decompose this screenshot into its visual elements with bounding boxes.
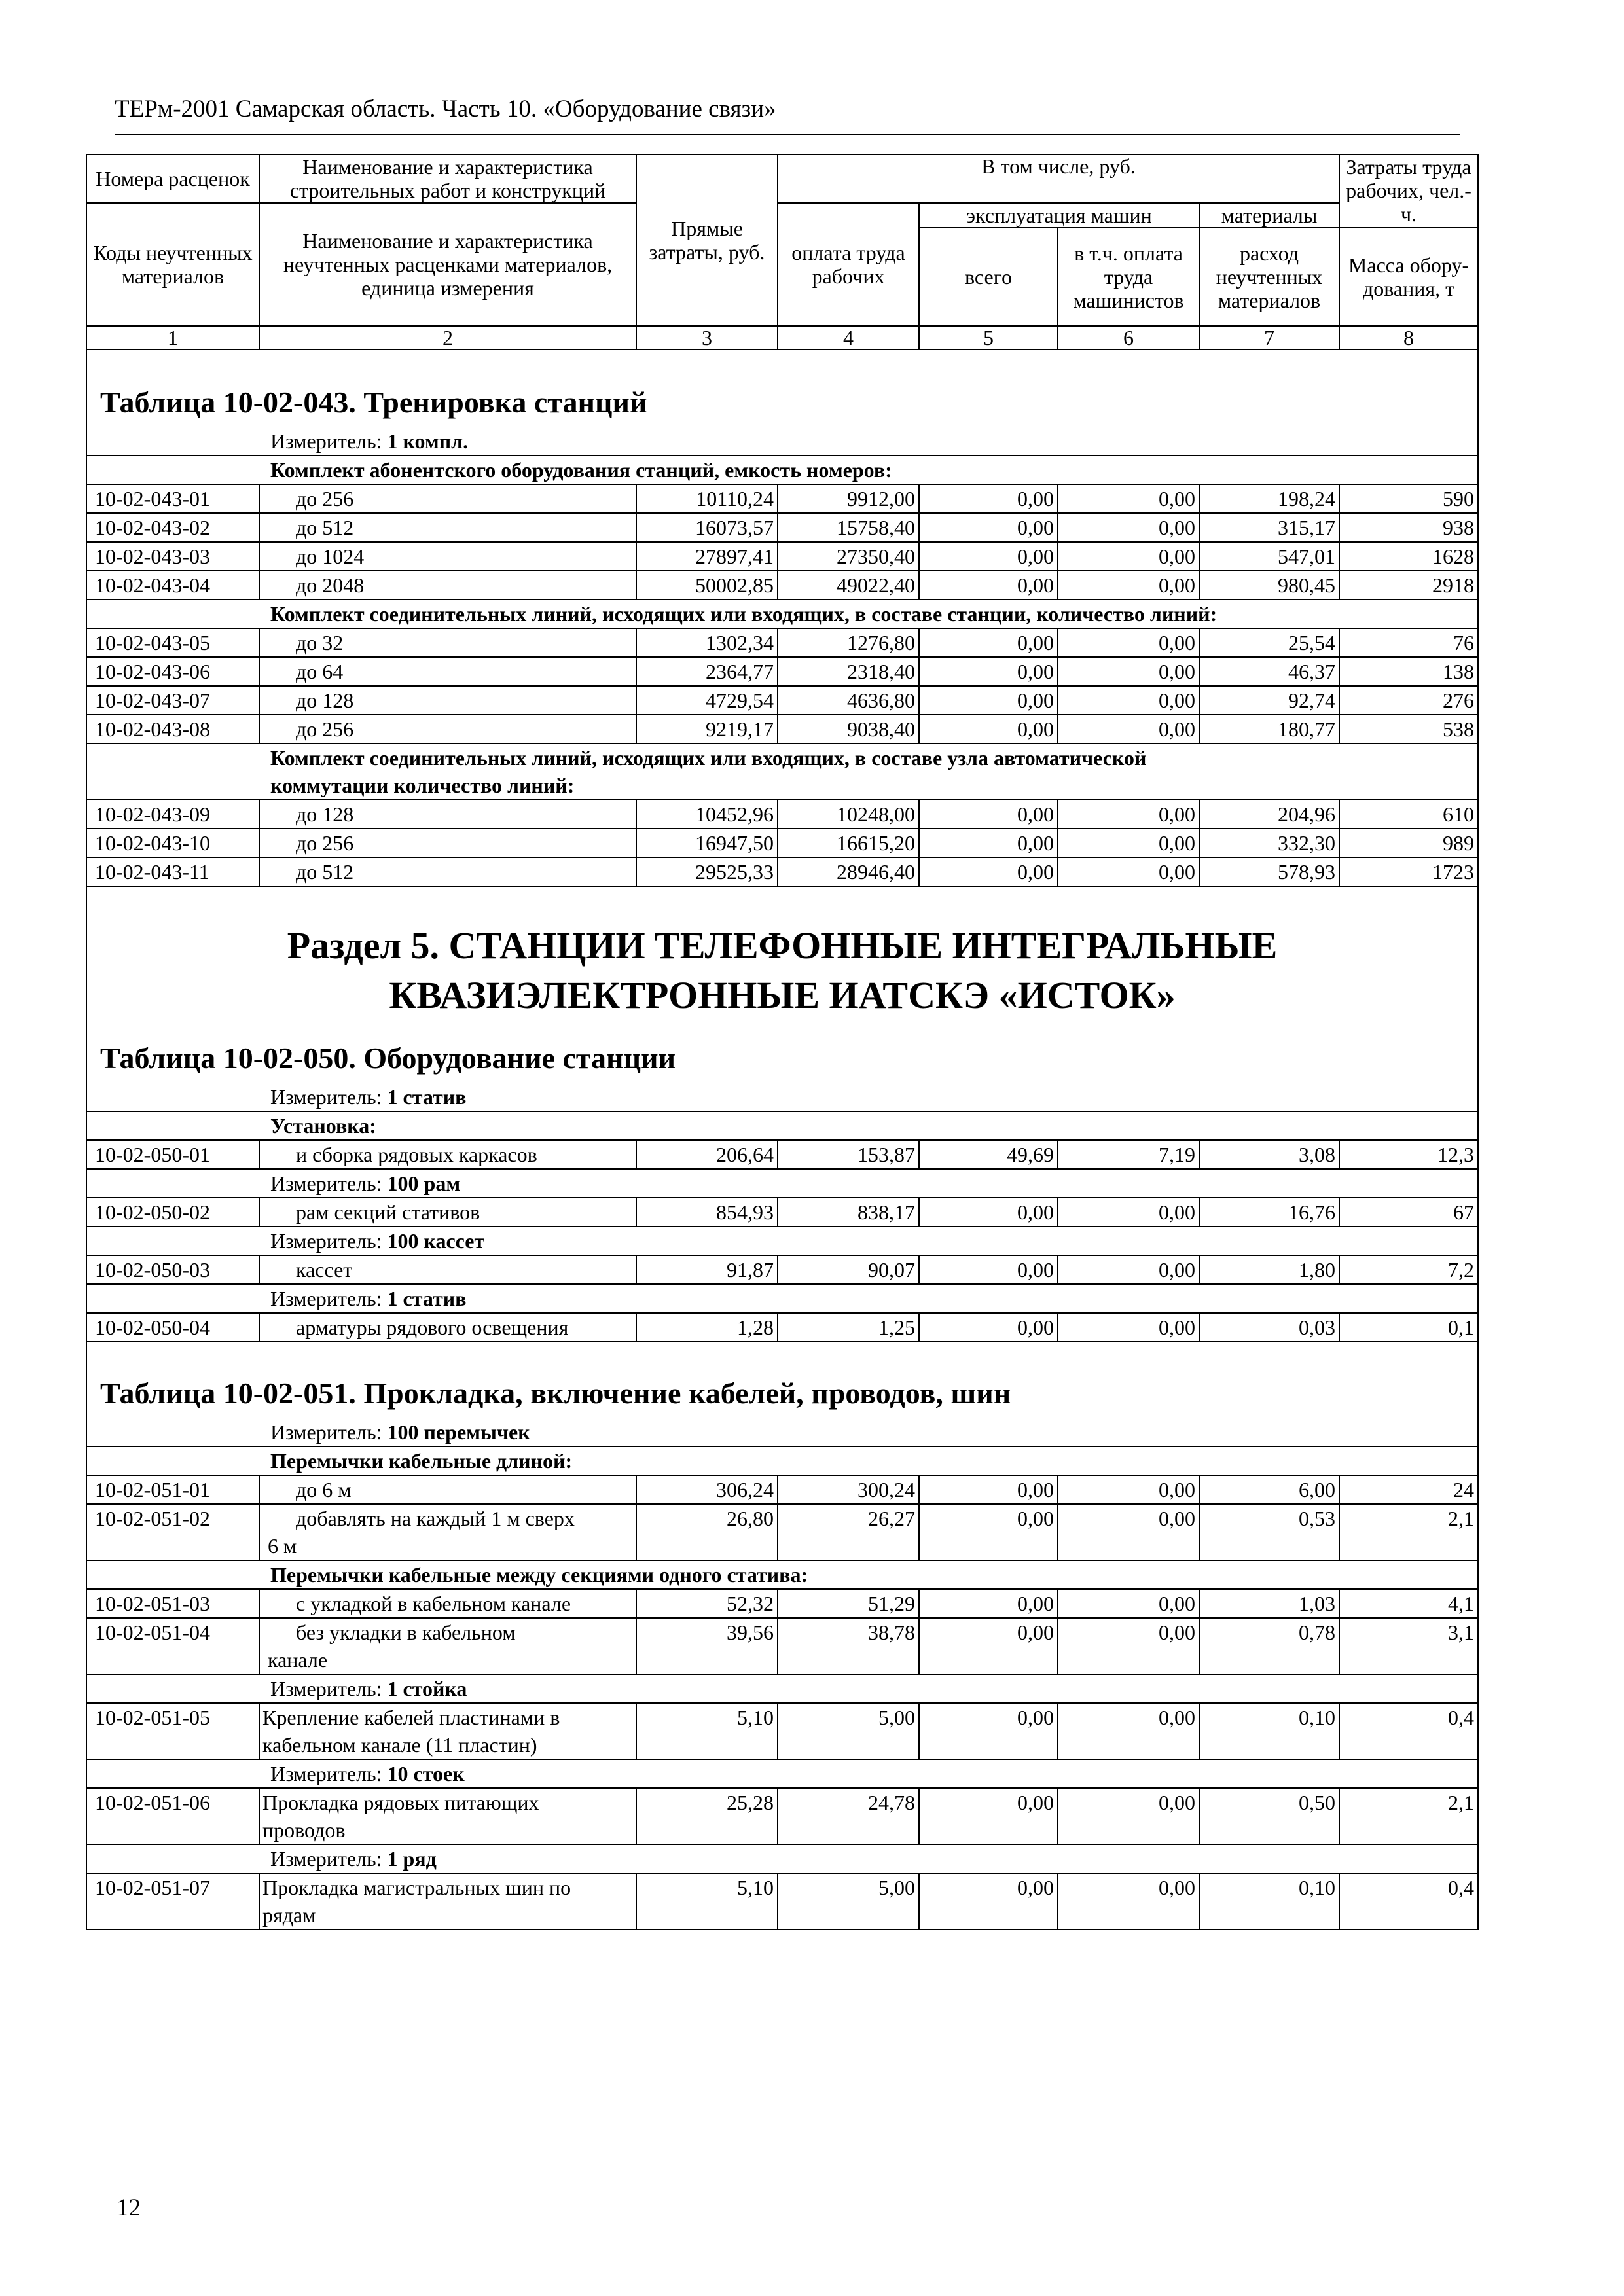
header-rate-numbers: Номера расценок — [86, 154, 259, 203]
materials: 0,10 — [1199, 1873, 1339, 1929]
labor-costs: 2,1 — [1339, 1788, 1478, 1844]
rate-name: до 2048 — [259, 571, 636, 600]
rate-code: 10-02-051-04 — [86, 1618, 259, 1674]
col-number: 2 — [259, 326, 636, 350]
worker-pay: 2318,40 — [778, 657, 919, 686]
group-heading: Установка: — [86, 1111, 1478, 1140]
header-including: В том числе, руб. — [778, 154, 1339, 203]
machinist-pay: 0,00 — [1058, 800, 1199, 829]
table-row — [86, 1703, 1478, 1759]
materials: 6,00 — [1199, 1475, 1339, 1504]
direct-costs: 1,28 — [636, 1313, 778, 1342]
machinist-pay: 0,00 — [1058, 1313, 1199, 1342]
machinist-pay: 0,00 — [1058, 1198, 1199, 1227]
machinist-pay: 0,00 — [1058, 1618, 1199, 1674]
table-row — [86, 686, 1478, 715]
col-number: 1 — [86, 326, 259, 350]
direct-costs: 29525,33 — [636, 857, 778, 886]
rate-name: кассет — [259, 1255, 636, 1284]
labor-costs: 610 — [1339, 800, 1478, 829]
measure-row — [86, 1418, 1478, 1446]
machines-total: 0,00 — [919, 800, 1058, 829]
table-row — [86, 1504, 1478, 1560]
group-heading: Комплект соединительных линий, исходящих или входящих, в составе станции, количество линий: — [86, 600, 1478, 628]
direct-costs: 27897,41 — [636, 542, 778, 571]
rate-name: до 256 — [259, 829, 636, 857]
worker-pay: 4636,80 — [778, 686, 919, 715]
rate-code: 10-02-043-06 — [86, 657, 259, 686]
title-rule — [115, 134, 1460, 135]
rate-code: 10-02-043-05 — [86, 628, 259, 657]
machines-total: 0,00 — [919, 1703, 1058, 1759]
table-row — [86, 829, 1478, 857]
header-name-works: Наименование и характеристика строительных работ и конструкций — [259, 154, 636, 203]
direct-costs: 10452,96 — [636, 800, 778, 829]
measure-row — [86, 1759, 1478, 1788]
header-machinist-pay: в т.ч. оплата труда машинистов — [1058, 228, 1199, 326]
direct-costs: 4729,54 — [636, 686, 778, 715]
rate-code: 10-02-043-02 — [86, 513, 259, 542]
labor-costs: 24 — [1339, 1475, 1478, 1504]
direct-costs: 16073,57 — [636, 513, 778, 542]
direct-costs: 39,56 — [636, 1618, 778, 1674]
machines-total: 0,00 — [919, 1589, 1058, 1618]
labor-costs: 12,3 — [1339, 1140, 1478, 1169]
table-row — [86, 1140, 1478, 1169]
rate-name — [259, 1618, 636, 1674]
machines-total: 0,00 — [919, 1313, 1058, 1342]
table-row — [86, 484, 1478, 513]
labor-costs: 538 — [1339, 715, 1478, 744]
rate-name: до 512 — [259, 857, 636, 886]
direct-costs: 25,28 — [636, 1788, 778, 1844]
labor-costs: 276 — [1339, 686, 1478, 715]
section-heading-line: КВАЗИЭЛЕКТРОННЫЕ ИАТСКЭ «ИСТОК» — [389, 974, 1176, 1016]
rate-code: 10-02-051-06 — [86, 1788, 259, 1844]
materials: 578,93 — [1199, 857, 1339, 886]
worker-pay: 15758,40 — [778, 513, 919, 542]
labor-costs: 2,1 — [1339, 1504, 1478, 1560]
labor-costs: 7,2 — [1339, 1255, 1478, 1284]
rate-code: 10-02-050-02 — [86, 1198, 259, 1227]
rate-code: 10-02-043-11 — [86, 857, 259, 886]
table-row — [86, 857, 1478, 886]
machines-total: 49,69 — [919, 1140, 1058, 1169]
machinist-pay: 0,00 — [1058, 484, 1199, 513]
col-number: 6 — [1058, 326, 1199, 350]
table-row — [86, 1198, 1478, 1227]
rate-code: 10-02-050-04 — [86, 1313, 259, 1342]
worker-pay: 153,87 — [778, 1140, 919, 1169]
table-row — [86, 513, 1478, 542]
machinist-pay: 0,00 — [1058, 571, 1199, 600]
worker-pay: 9038,40 — [778, 715, 919, 744]
rate-code: 10-02-043-03 — [86, 542, 259, 571]
direct-costs: 16947,50 — [636, 829, 778, 857]
rate-code: 10-02-043-04 — [86, 571, 259, 600]
table-row — [86, 1589, 1478, 1618]
header-name-materials: Наименование и характеристика неучтенных расценками материалов, единица измерения — [259, 203, 636, 326]
machines-total: 0,00 — [919, 829, 1058, 857]
rate-code: 10-02-050-01 — [86, 1140, 259, 1169]
table-050-row — [86, 1313, 1478, 1342]
header-codes-unlisted: Коды неучтенных материалов — [86, 203, 259, 326]
table-050 — [86, 1040, 1478, 1140]
rate-name: и сборка рядовых каркасов — [259, 1140, 636, 1169]
measure-label: Измеритель: — [270, 1677, 382, 1700]
table-row — [86, 657, 1478, 686]
rate-code: 10-02-051-03 — [86, 1589, 259, 1618]
table-050-row — [86, 1255, 1478, 1284]
rate-name: рам секций стативов — [259, 1198, 636, 1227]
measure-label: Измеритель: — [270, 1085, 382, 1109]
header-materials: материалы — [1199, 203, 1339, 228]
direct-costs: 10110,24 — [636, 484, 778, 513]
table-043-group3-rows — [86, 800, 1478, 886]
labor-costs: 1723 — [1339, 857, 1478, 886]
measure-row — [86, 1169, 1478, 1198]
worker-pay: 38,78 — [778, 1618, 919, 1674]
worker-pay: 5,00 — [778, 1873, 919, 1929]
table-050-row — [86, 1198, 1478, 1227]
table-051 — [86, 1342, 1478, 1475]
rate-code: 10-02-051-02 — [86, 1504, 259, 1560]
materials: 980,45 — [1199, 571, 1339, 600]
rate-name: до 256 — [259, 484, 636, 513]
materials: 25,54 — [1199, 628, 1339, 657]
measure-value: 1 ряд — [387, 1847, 437, 1871]
measure-row — [86, 1284, 1478, 1313]
materials: 0,10 — [1199, 1703, 1339, 1759]
measure-label: Измеритель: — [270, 429, 382, 453]
labor-costs: 0,1 — [1339, 1313, 1478, 1342]
measure-value: 100 рам — [387, 1172, 461, 1195]
header-machine-operation: эксплуатация машин — [919, 203, 1199, 228]
measure-label: Измеритель: — [270, 1420, 382, 1444]
rate-code: 10-02-043-07 — [86, 686, 259, 715]
materials: 0,50 — [1199, 1788, 1339, 1844]
rate-code: 10-02-043-01 — [86, 484, 259, 513]
measure-row — [86, 1844, 1478, 1873]
materials: 547,01 — [1199, 542, 1339, 571]
document-title: ТЕРм-2001 Самарская область. Часть 10. «Оборудование связи» — [115, 96, 776, 122]
header-total: всего — [919, 228, 1058, 326]
machinist-pay: 0,00 — [1058, 513, 1199, 542]
machines-total: 0,00 — [919, 1198, 1058, 1227]
measure-label: Измеритель: — [270, 1172, 382, 1195]
col-number: 3 — [636, 326, 778, 350]
table-title: Таблица 10-02-043. Тренировка станций — [86, 350, 1478, 427]
labor-costs: 2918 — [1339, 571, 1478, 600]
rate-name-line: добавлять на каждый 1 м сверх — [296, 1507, 575, 1530]
table-row — [86, 1788, 1478, 1844]
machines-total: 0,00 — [919, 542, 1058, 571]
table-row — [86, 1255, 1478, 1284]
direct-costs: 91,87 — [636, 1255, 778, 1284]
rate-name-line: Прокладка рядовых питающих — [262, 1791, 539, 1814]
rate-name: до 512 — [259, 513, 636, 542]
machines-total: 0,00 — [919, 571, 1058, 600]
measure-value: 100 кассет — [387, 1229, 485, 1253]
labor-costs: 989 — [1339, 829, 1478, 857]
rate-name — [259, 1788, 636, 1844]
materials: 92,74 — [1199, 686, 1339, 715]
direct-costs: 9219,17 — [636, 715, 778, 744]
labor-costs: 76 — [1339, 628, 1478, 657]
machinist-pay: 0,00 — [1058, 1255, 1199, 1284]
machines-total: 0,00 — [919, 857, 1058, 886]
header-unlisted-consumption: расход неучтенных материалов — [1199, 228, 1339, 326]
machinist-pay: 0,00 — [1058, 829, 1199, 857]
machines-total: 0,00 — [919, 484, 1058, 513]
labor-costs: 67 — [1339, 1198, 1478, 1227]
materials: 332,30 — [1199, 829, 1339, 857]
materials: 0,53 — [1199, 1504, 1339, 1560]
machinist-pay: 0,00 — [1058, 1703, 1199, 1759]
machines-total: 0,00 — [919, 1618, 1058, 1674]
table-043-group2-rows — [86, 628, 1478, 744]
rate-name: до 128 — [259, 686, 636, 715]
direct-costs: 52,32 — [636, 1589, 778, 1618]
rate-name: арматуры рядового освещения — [259, 1313, 636, 1342]
rate-name: до 64 — [259, 657, 636, 686]
table-051-row — [86, 1475, 1478, 1504]
table-043-group1-rows — [86, 484, 1478, 600]
machines-total: 0,00 — [919, 513, 1058, 542]
rate-code: 10-02-043-08 — [86, 715, 259, 744]
table-row — [86, 542, 1478, 571]
worker-pay: 10248,00 — [778, 800, 919, 829]
rate-name — [259, 1504, 636, 1560]
rates-table-wrapper — [86, 154, 1477, 1930]
group-heading: Перемычки кабельные между секциями одного статива: — [86, 1560, 1478, 1589]
machinist-pay: 0,00 — [1058, 542, 1199, 571]
page-number: 12 — [117, 2195, 141, 2221]
col-number: 8 — [1339, 326, 1478, 350]
machinist-pay: 0,00 — [1058, 1504, 1199, 1560]
table-050-row — [86, 1140, 1478, 1169]
worker-pay: 51,29 — [778, 1589, 919, 1618]
table-043 — [86, 350, 1478, 484]
materials: 180,77 — [1199, 715, 1339, 744]
rate-name — [259, 1873, 636, 1929]
worker-pay: 28946,40 — [778, 857, 919, 886]
measure-label: Измеритель: — [270, 1287, 382, 1310]
header-equipment-mass: Масса обору-дования, т — [1339, 228, 1478, 326]
measure-row — [86, 1227, 1478, 1255]
machinist-pay: 7,19 — [1058, 1140, 1199, 1169]
direct-costs: 854,93 — [636, 1198, 778, 1227]
worker-pay: 300,24 — [778, 1475, 919, 1504]
measure-row — [86, 1083, 1478, 1111]
rates-table — [86, 154, 1479, 1930]
worker-pay: 90,07 — [778, 1255, 919, 1284]
table-title: Таблица 10-02-050. Оборудование станции — [86, 1040, 1478, 1083]
section-5 — [86, 886, 1478, 1040]
rate-name: до 32 — [259, 628, 636, 657]
rate-code: 10-02-051-05 — [86, 1703, 259, 1759]
rate-code: 10-02-051-01 — [86, 1475, 259, 1504]
machines-total: 0,00 — [919, 1475, 1058, 1504]
machines-total: 0,00 — [919, 686, 1058, 715]
rate-code: 10-02-051-07 — [86, 1873, 259, 1929]
rate-name-line: Прокладка магистральных шин по — [262, 1876, 571, 1899]
materials: 204,96 — [1199, 800, 1339, 829]
worker-pay: 27350,40 — [778, 542, 919, 571]
machinist-pay: 0,00 — [1058, 715, 1199, 744]
direct-costs: 26,80 — [636, 1504, 778, 1560]
measure-value: 1 компл. — [387, 429, 469, 453]
materials: 315,17 — [1199, 513, 1339, 542]
worker-pay: 16615,20 — [778, 829, 919, 857]
measure-value: 10 стоек — [387, 1762, 465, 1785]
rate-name-line: кабельном канале (11 пластин) — [262, 1733, 537, 1757]
rate-name-line: канале — [268, 1648, 328, 1672]
worker-pay: 838,17 — [778, 1198, 919, 1227]
worker-pay: 9912,00 — [778, 484, 919, 513]
header-worker-pay: оплата труда рабочих — [778, 203, 919, 326]
table-row — [86, 800, 1478, 829]
labor-costs: 3,1 — [1339, 1618, 1478, 1674]
table-051-row — [86, 1589, 1478, 1618]
group-heading — [86, 744, 1478, 800]
rate-name — [259, 1703, 636, 1759]
direct-costs: 5,10 — [636, 1703, 778, 1759]
measure-value: 1 стойка — [387, 1677, 467, 1700]
machinist-pay: 0,00 — [1058, 657, 1199, 686]
materials: 0,78 — [1199, 1618, 1339, 1674]
measure-label: Измеритель: — [270, 1229, 382, 1253]
rate-name: с укладкой в кабельном канале — [259, 1589, 636, 1618]
materials: 46,37 — [1199, 657, 1339, 686]
machinist-pay: 0,00 — [1058, 1589, 1199, 1618]
col-number: 5 — [919, 326, 1058, 350]
labor-costs: 0,4 — [1339, 1873, 1478, 1929]
rate-name: до 6 м — [259, 1475, 636, 1504]
labor-costs: 938 — [1339, 513, 1478, 542]
measure-value: 100 перемычек — [387, 1420, 530, 1444]
worker-pay: 1,25 — [778, 1313, 919, 1342]
group-heading: Комплект абонентского оборудования станций, емкость номеров: — [86, 456, 1478, 484]
machines-total: 0,00 — [919, 657, 1058, 686]
machinist-pay: 0,00 — [1058, 1873, 1199, 1929]
col-number: 4 — [778, 326, 919, 350]
rate-code: 10-02-050-03 — [86, 1255, 259, 1284]
measure-row — [86, 1674, 1478, 1703]
measure-label: Измеритель: — [270, 1762, 382, 1785]
table-row — [86, 715, 1478, 744]
materials: 1,03 — [1199, 1589, 1339, 1618]
machines-total: 0,00 — [919, 1788, 1058, 1844]
materials: 1,80 — [1199, 1255, 1339, 1284]
group-heading: Перемычки кабельные длиной: — [86, 1446, 1478, 1475]
machinist-pay: 0,00 — [1058, 1788, 1199, 1844]
materials: 3,08 — [1199, 1140, 1339, 1169]
group-heading-line: коммутации количество линий: — [270, 774, 575, 797]
machinist-pay: 0,00 — [1058, 628, 1199, 657]
materials: 0,03 — [1199, 1313, 1339, 1342]
measure-row — [86, 427, 1478, 456]
table-row — [86, 1618, 1478, 1674]
labor-costs: 0,4 — [1339, 1703, 1478, 1759]
direct-costs: 306,24 — [636, 1475, 778, 1504]
machines-total: 0,00 — [919, 1255, 1058, 1284]
machinist-pay: 0,00 — [1058, 1475, 1199, 1504]
rate-name-line: рядам — [262, 1903, 316, 1927]
rate-name: до 128 — [259, 800, 636, 829]
labor-costs: 4,1 — [1339, 1589, 1478, 1618]
group-heading-line: Комплект соединительных линий, исходящих или входящих, в составе узла автоматической — [270, 746, 1147, 770]
rate-name: до 1024 — [259, 542, 636, 571]
machines-total: 0,00 — [919, 1873, 1058, 1929]
worker-pay: 24,78 — [778, 1788, 919, 1844]
worker-pay: 1276,80 — [778, 628, 919, 657]
worker-pay: 26,27 — [778, 1504, 919, 1560]
labor-costs: 1628 — [1339, 542, 1478, 571]
section-heading-line: Раздел 5. СТАНЦИИ ТЕЛЕФОННЫЕ ИНТЕГРАЛЬНЫЕ — [287, 924, 1278, 967]
rate-name-line: без укладки в кабельном — [296, 1621, 516, 1644]
worker-pay: 5,00 — [778, 1703, 919, 1759]
rate-name-line: 6 м — [268, 1534, 297, 1558]
direct-costs: 50002,85 — [636, 571, 778, 600]
measure-label: Измеритель: — [270, 1847, 382, 1871]
direct-costs: 206,64 — [636, 1140, 778, 1169]
direct-costs: 5,10 — [636, 1873, 778, 1929]
table-title: Таблица 10-02-051. Прокладка, включение кабелей, проводов, шин — [86, 1342, 1478, 1418]
worker-pay: 49022,40 — [778, 571, 919, 600]
rate-code: 10-02-043-09 — [86, 800, 259, 829]
rate-code: 10-02-043-10 — [86, 829, 259, 857]
materials: 198,24 — [1199, 484, 1339, 513]
rate-name-line: проводов — [262, 1818, 346, 1842]
machines-total: 0,00 — [919, 1504, 1058, 1560]
materials: 16,76 — [1199, 1198, 1339, 1227]
table-row — [86, 571, 1478, 600]
table-row — [86, 1873, 1478, 1929]
machinist-pay: 0,00 — [1058, 686, 1199, 715]
table-row — [86, 628, 1478, 657]
machinist-pay: 0,00 — [1058, 857, 1199, 886]
table-row — [86, 1313, 1478, 1342]
rate-name: до 256 — [259, 715, 636, 744]
header-direct-costs: Прямые затраты, руб. — [636, 154, 778, 326]
labor-costs: 590 — [1339, 484, 1478, 513]
labor-costs: 138 — [1339, 657, 1478, 686]
header-labor-costs: Затраты труда рабочих, чел.-ч. — [1339, 154, 1478, 228]
machines-total: 0,00 — [919, 715, 1058, 744]
table-header — [86, 154, 1478, 350]
col-number: 7 — [1199, 326, 1339, 350]
measure-value: 1 статив — [387, 1085, 467, 1109]
measure-value: 1 статив — [387, 1287, 467, 1310]
machines-total: 0,00 — [919, 628, 1058, 657]
direct-costs: 2364,77 — [636, 657, 778, 686]
direct-costs: 1302,34 — [636, 628, 778, 657]
rate-name-line: Крепление кабелей пластинами в — [262, 1706, 560, 1729]
section-heading — [86, 886, 1478, 1040]
table-row — [86, 1475, 1478, 1504]
